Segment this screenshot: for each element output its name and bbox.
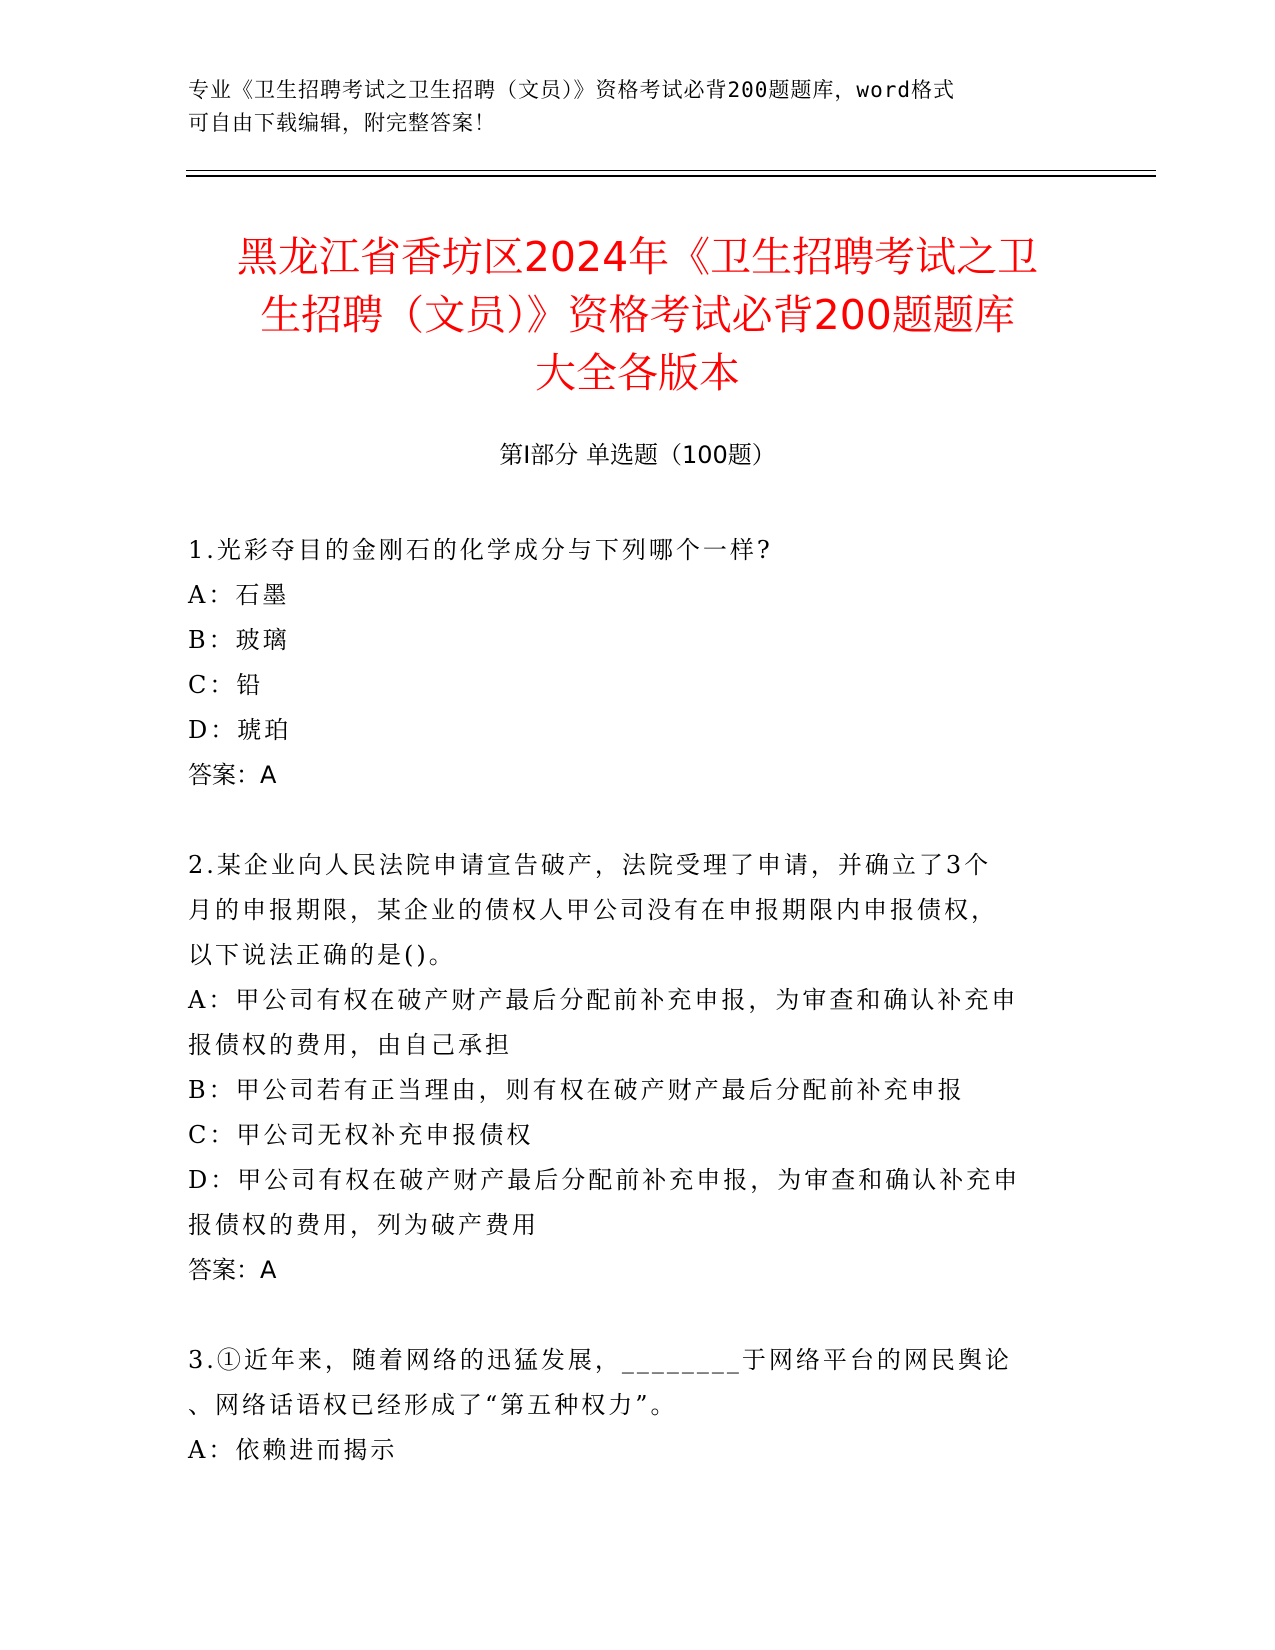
question-block (188, 843, 1088, 1293)
question-stem-line: 、网络话语权已经形成了“第五种权力”。 (188, 1391, 678, 1419)
question-option-line: D：琥珀 (188, 716, 292, 744)
question-stem-line: 1.光彩夺目的金刚石的化学成分与下列哪个一样? (188, 536, 773, 564)
question-answer: 答案：A (188, 761, 277, 789)
question-option-line: D：甲公司有权在破产财产最后分配前补充申报，为审查和确认补充申 (188, 1166, 1021, 1194)
question-stem-line: 2.某企业向人民法院申请宣告破产，法院受理了申请，并确立了3个 (188, 851, 992, 879)
document-title-line-2: 生招聘（文员）》资格考试必背200题题库 (260, 291, 1015, 339)
question-list (188, 528, 1088, 1473)
question-option-line: 报债权的费用，列为破产费用 (188, 1211, 539, 1239)
question-option-line: B：玻璃 (188, 626, 290, 654)
header-rule-thick (186, 175, 1156, 177)
question-option-line: C：铅 (188, 671, 264, 699)
question-answer: 答案：A (188, 1256, 277, 1284)
question-block (188, 528, 1088, 798)
header-note-line-2: 可自由下载编辑，附完整答案！ (188, 111, 496, 135)
question-option-line: C：甲公司无权补充申报债权 (188, 1121, 534, 1149)
question-stem-line: 月的申报期限，某企业的债权人甲公司没有在申报期限内申报债权， (188, 896, 998, 924)
question-option-line: A：甲公司有权在破产财产最后分配前补充申报，为审查和确认补充申 (188, 986, 1019, 1014)
document-title-line-1: 黑龙江省香坊区2024年《卫生招聘考试之卫 (236, 233, 1039, 281)
section-heading: 第Ⅰ部分 单选题（100题） (499, 441, 776, 469)
question-stem-line: 以下说法正确的是()。 (188, 941, 456, 969)
question-option-line: B：甲公司若有正当理由，则有权在破产财产最后分配前补充申报 (188, 1076, 965, 1104)
question-stem-line: 3.①近年来，随着网络的迅猛发展，________于网络平台的网民舆论 (188, 1346, 1012, 1374)
question-option-line: 报债权的费用，由自己承担 (188, 1031, 512, 1059)
header-rule-thin (186, 170, 1156, 171)
document-title-line-3: 大全各版本 (535, 349, 740, 397)
question-option-line: A：石墨 (188, 581, 290, 609)
header-note-line-1: 专业《卫生招聘考试之卫生招聘（文员）》资格考试必背200题题库，word格式 (188, 78, 955, 102)
document-title (150, 228, 1125, 402)
question-option-line: A：依赖进而揭示 (188, 1436, 398, 1464)
question-spacer (188, 1293, 1088, 1338)
question-spacer (188, 798, 1088, 843)
header-note (188, 74, 1068, 140)
question-block (188, 1338, 1088, 1473)
